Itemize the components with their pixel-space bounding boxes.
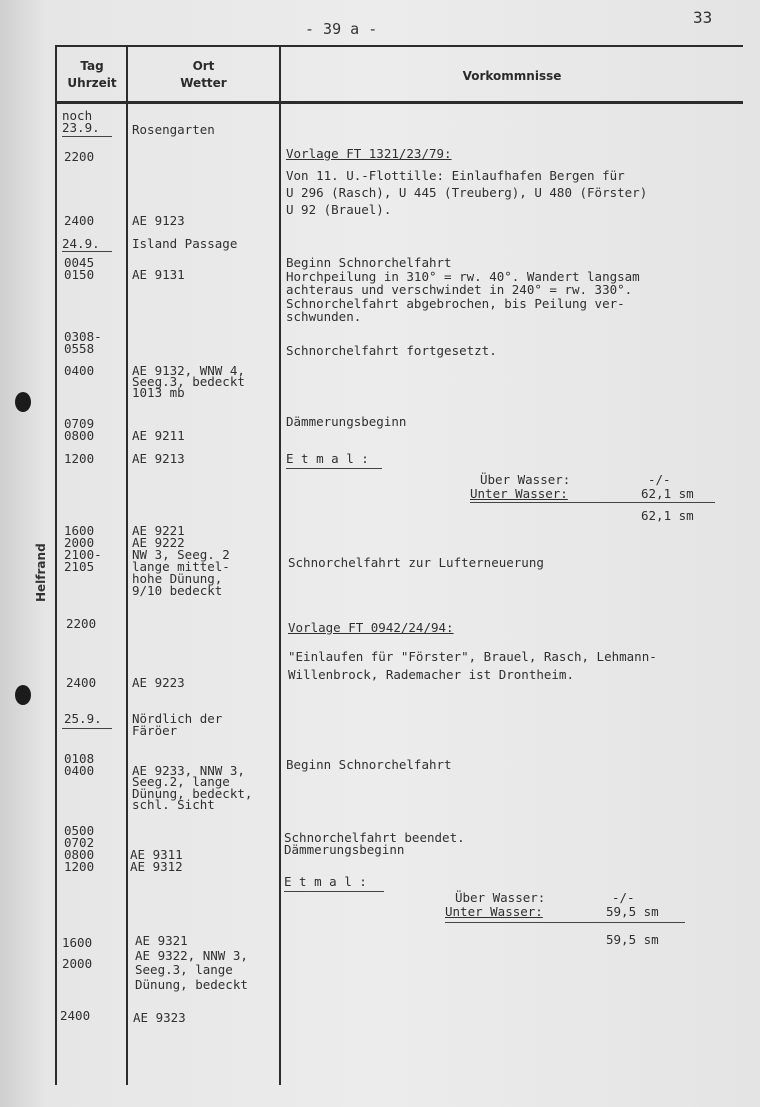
etmal1-value-above: -/- xyxy=(648,472,671,487)
table-left-border xyxy=(55,45,57,1085)
time-r5: 0045 0150 xyxy=(64,255,95,282)
place-r4: Island Passage xyxy=(132,236,238,251)
etmal-underline-2 xyxy=(284,891,384,892)
punch-hole-top xyxy=(15,392,31,412)
etmal2-sum-line xyxy=(445,922,685,923)
place-r15: AE 9311 AE 9312 xyxy=(130,847,183,874)
column-header-events: Vorkommnisse xyxy=(462,69,562,83)
place-r5: AE 9131 xyxy=(132,267,185,282)
etmal2-label-above: Über Wasser: xyxy=(455,890,546,905)
place-r1: Rosengarten xyxy=(132,122,215,137)
time-r4: 24.9. xyxy=(62,236,100,251)
place-r12: AE 9223 xyxy=(132,675,185,690)
table-top-border xyxy=(55,45,743,47)
event-r14: Beginn Schnorchelfahrt xyxy=(286,757,452,772)
time-r1: noch 23.9. xyxy=(62,108,100,135)
column-header-time: Tag Uhrzeit xyxy=(67,59,117,90)
event-r15: Schnorchelfahrt beendet. Dämmerungsbeginn xyxy=(284,830,465,857)
time-r7: 0400 xyxy=(64,363,95,378)
time-r9: 1200 xyxy=(64,451,95,466)
etmal1-value-below: 62,1 sm xyxy=(641,486,694,501)
punch-hole-bottom xyxy=(15,685,31,705)
time-r14: 0108 0400 xyxy=(64,751,95,778)
place-r3: AE 9123 xyxy=(132,213,185,228)
event-r5: Beginn Schnorchelfahrt Horchpeilung in 310° = rw. 40°. Wandert langsam achteraus und verschwindet in 240° = rw. 330°. Schnorchelfahrt abgebrochen, bis Peilung ver- schwunden. xyxy=(286,255,640,324)
etmal-heading-2: E t m a l : xyxy=(284,874,367,889)
place-r17: AE 9321 AE 9322, NNW 3, Seeg.3, lange Dünung, bedeckt xyxy=(135,933,248,992)
table-header-border xyxy=(55,101,743,104)
time-r15: 0500 0702 0800 1200 xyxy=(64,823,95,874)
time-r17: 1600 2000 xyxy=(62,935,93,971)
time-r8: 0709 0800 xyxy=(64,416,95,443)
etmal1-label-above: Über Wasser: xyxy=(480,472,571,487)
etmal2-value-above: -/- xyxy=(612,890,635,905)
page-number-center: - 39 a - xyxy=(305,20,378,38)
event-r11: "Einlaufen für "Förster", Brauel, Rasch, Lehmann- Willenbrock, Rademacher ist Drontheim. xyxy=(288,649,657,682)
page-number-right: 33 xyxy=(693,8,713,27)
etmal2-total: 59,5 sm xyxy=(606,932,659,947)
column-header-place: Ort Wetter xyxy=(180,59,227,90)
time-r13: 25.9. xyxy=(64,711,102,726)
column-divider-2 xyxy=(279,45,281,1085)
column-divider-1 xyxy=(126,45,128,1085)
place-r9: AE 9213 xyxy=(132,451,185,466)
place-r10: AE 9221 AE 9222 NW 3, Seeg. 2 lange mittel- hohe Dünung, 9/10 bedeckt xyxy=(132,523,230,598)
place-r18: AE 9323 xyxy=(133,1010,186,1025)
date-underline-r13 xyxy=(62,728,112,729)
etmal2-value-below: 59,5 sm xyxy=(606,904,659,919)
date-underline-r4 xyxy=(62,251,112,252)
time-r11: 2200 xyxy=(66,616,97,631)
time-r18: 2400 xyxy=(60,1008,91,1023)
date-underline-r1 xyxy=(62,136,112,137)
time-r3: 2400 xyxy=(64,213,95,228)
etmal-underline-1 xyxy=(286,468,382,469)
place-r7: AE 9132, WNW 4, Seeg.3, bedeckt 1013 mb xyxy=(132,363,245,400)
event-heading-r11: Vorlage FT 0942/24/94: xyxy=(288,620,454,635)
time-r10: 1600 2000 2100- 2105 xyxy=(64,523,102,574)
etmal1-label-below: Unter Wasser: xyxy=(470,486,568,501)
etmal1-sum-line xyxy=(470,502,715,503)
time-r12: 2400 xyxy=(66,675,97,690)
etmal2-label-below: Unter Wasser: xyxy=(445,904,543,919)
side-label: Helfrand xyxy=(34,543,48,603)
etmal-heading-1: E t m a l : xyxy=(286,451,369,466)
place-r8: AE 9211 xyxy=(132,428,185,443)
event-r10: Schnorchelfahrt zur Lufterneuerung xyxy=(288,555,544,570)
event-r8: Dämmerungsbeginn xyxy=(286,414,407,429)
event-heading-r2: Vorlage FT 1321/23/79: xyxy=(286,146,452,161)
time-r2: 2200 xyxy=(64,149,95,164)
place-r14: AE 9233, NNW 3, Seeg.2, lange Dünung, bedeckt, schl. Sicht xyxy=(132,762,253,812)
time-r6: 0308- 0558 xyxy=(64,329,102,356)
etmal1-total: 62,1 sm xyxy=(641,508,694,523)
place-r13: Nördlich der Färöer xyxy=(132,711,223,738)
event-r2: Von 11. U.-Flottille: Einlaufhafen Bergen für U 296 (Rasch), U 445 (Treuberg), U 480 (Förster) U 92 (Brauel). xyxy=(286,168,648,217)
event-r6: Schnorchelfahrt fortgesetzt. xyxy=(286,343,497,358)
